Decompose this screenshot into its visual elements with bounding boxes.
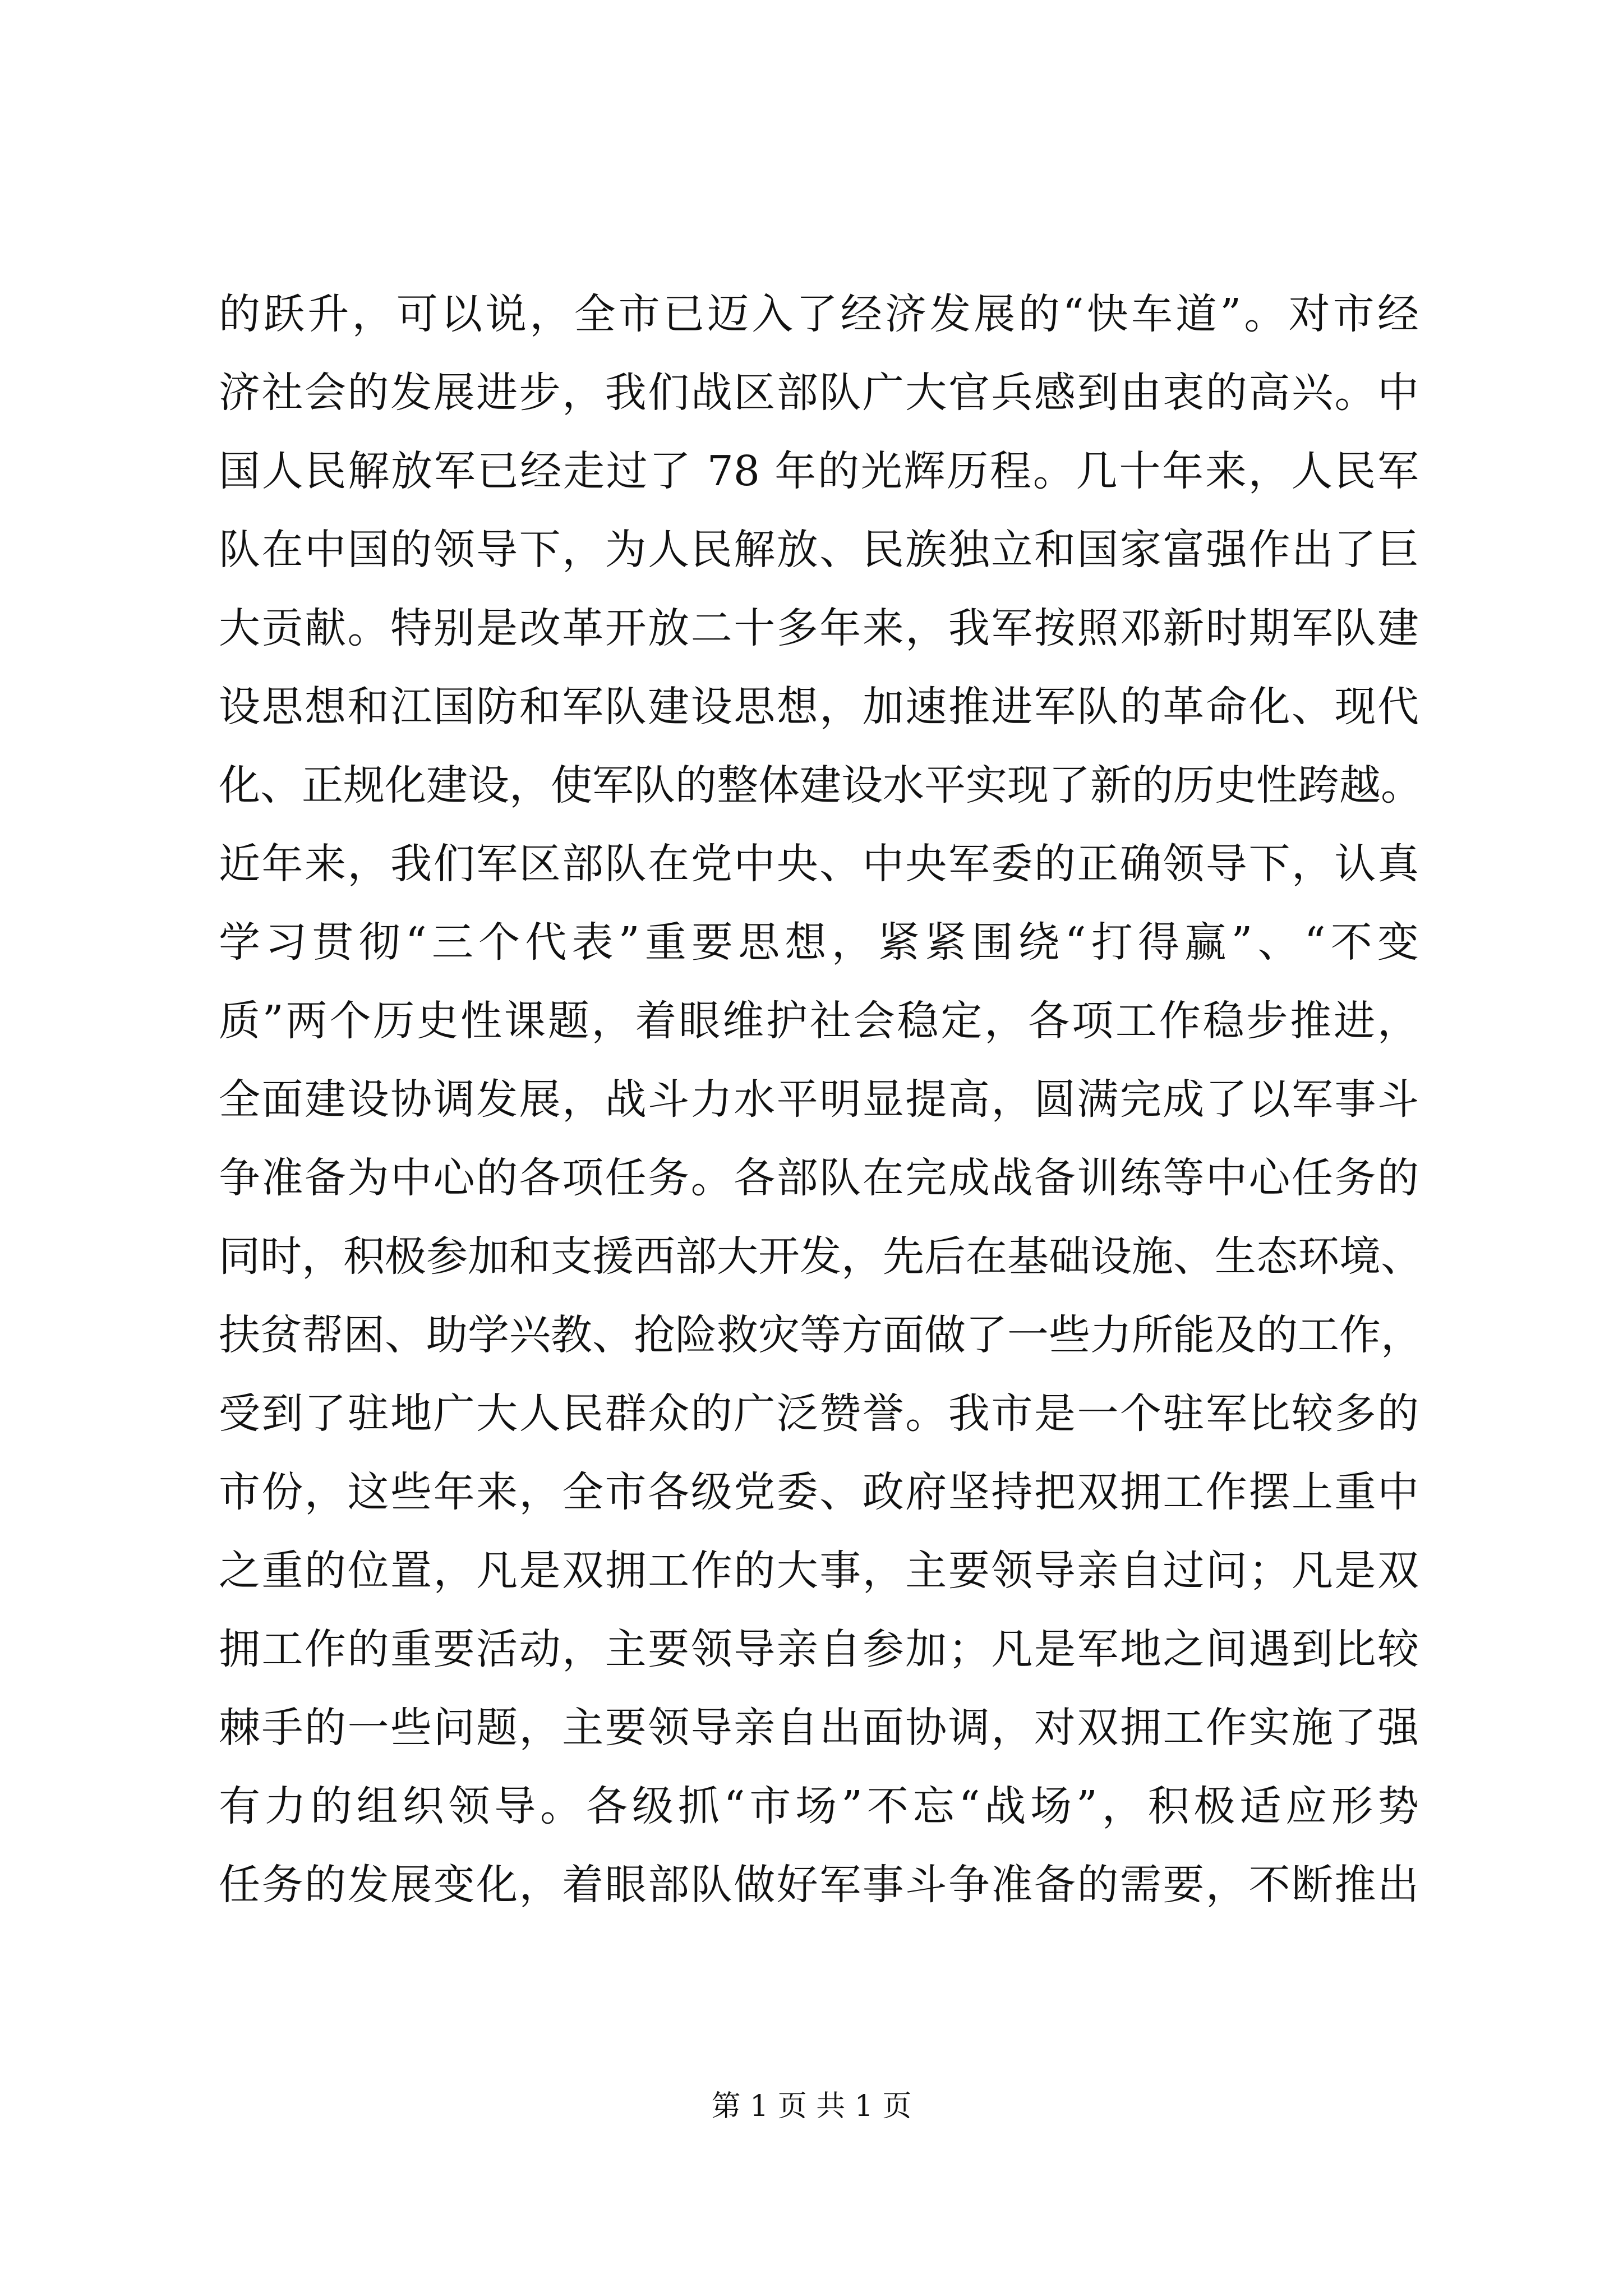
text-line: 市份，这些年来，全市各级党委、政府坚持把双拥工作摆上重中 bbox=[219, 1468, 1419, 1516]
text-line: 近年来，我们军区部队在党中央、中央军委的正确领导下，认真 bbox=[219, 840, 1419, 888]
text-line: 国人民解放军已经走过了 78 年的光辉历程。几十年来，人民军 bbox=[219, 447, 1419, 495]
text-line: 之重的位置，凡是双拥工作的大事，主要领导亲自过问；凡是双 bbox=[219, 1547, 1419, 1595]
text-line: 济社会的发展进步，我们战区部队广大官兵感到由衷的高兴。中 bbox=[219, 369, 1419, 417]
text-line: 的跃升，可以说，全市已迈入了经济发展的“快车道”。对市经 bbox=[219, 290, 1419, 338]
page-number: 第 1 页 共 1 页 bbox=[711, 2090, 912, 2123]
text-line: 拥工作的重要活动，主要领导亲自参加；凡是军地之间遇到比较 bbox=[219, 1625, 1419, 1673]
text-line: 扶贫帮困、助学兴教、抢险救灾等方面做了一些力所能及的工作， bbox=[219, 1311, 1422, 1359]
body-text bbox=[219, 275, 1422, 1924]
text-line: 设思想和江国防和军队建设思想，加速推进军队的革命化、现代 bbox=[219, 683, 1419, 731]
text-line: 任务的发展变化，着眼部队做好军事斗争准备的需要，不断推出 bbox=[219, 1861, 1419, 1909]
text-line: 化、正规化建设，使军队的整体建设水平实现了新的历史性跨越。 bbox=[219, 761, 1422, 809]
text-line: 大贡献。特别是改革开放二十多年来，我军按照邓新时期军队建 bbox=[219, 604, 1419, 652]
text-line: 有力的组织领导。各级抓“市场”不忘“战场”，积极适应形势 bbox=[219, 1782, 1419, 1830]
text-line: 受到了驻地广大人民群众的广泛赞誉。我市是一个驻军比较多的 bbox=[219, 1389, 1419, 1438]
text-line: 棘手的一些问题，主要领导亲自出面协调，对双拥工作实施了强 bbox=[219, 1704, 1419, 1752]
text-line: 学习贯彻“三个代表”重要思想，紧紧围绕“打得赢”、“不变 bbox=[219, 918, 1419, 967]
text-line: 争准备为中心的各项任务。各部队在完成战备训练等中心任务的 bbox=[219, 1154, 1419, 1202]
text-line: 质”两个历史性课题，着眼维护社会稳定，各项工作稳步推进， bbox=[219, 997, 1419, 1045]
text-line: 全面建设协调发展，战斗力水平明显提高，圆满完成了以军事斗 bbox=[219, 1075, 1419, 1124]
text-line: 队在中国的领导下，为人民解放、民族独立和国家富强作出了巨 bbox=[219, 526, 1419, 574]
text-line: 同时，积极参加和支援西部大开发，先后在基础设施、生态环境、 bbox=[219, 1232, 1422, 1281]
page-footer bbox=[0, 2087, 1623, 2126]
